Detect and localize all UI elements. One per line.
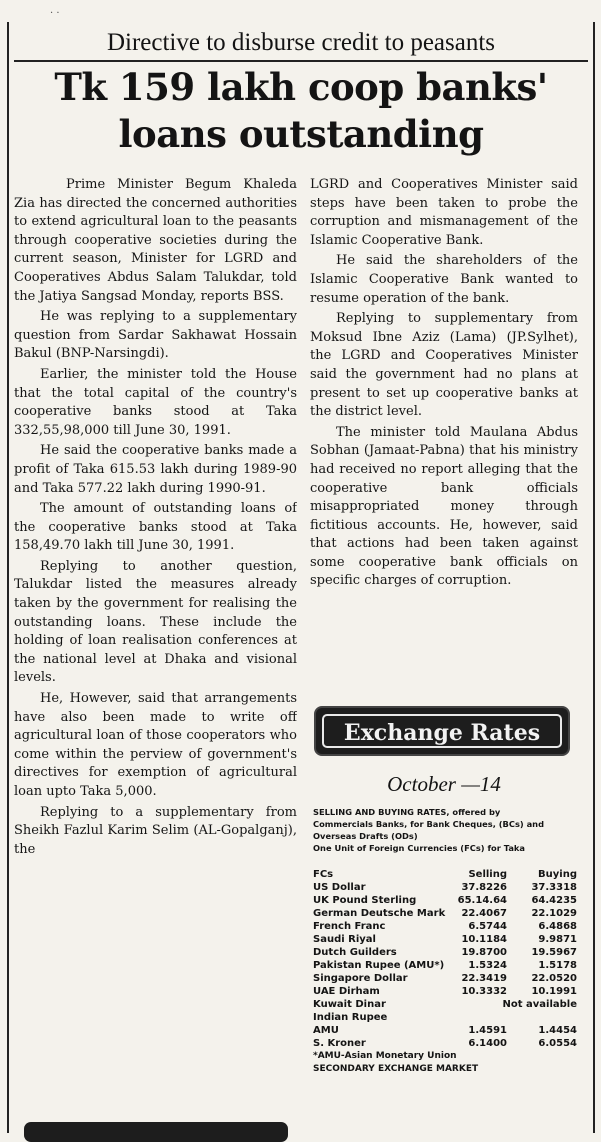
currency-name: UK Pound Sterling [313, 895, 417, 906]
buying-rate: 6.4868 [538, 921, 577, 932]
selling-rate: 19.8700 [461, 947, 507, 958]
buying-rate: 1.5178 [538, 960, 577, 971]
exchange-rates-table [313, 868, 585, 1076]
currency-name: German Deutsche Mark [313, 908, 446, 919]
buying-rate: 37.3318 [531, 882, 577, 893]
footnote-secondary-market: SECONDARY EXCHANGE MARKET [313, 1064, 479, 1074]
rate-status: Not available [502, 999, 577, 1010]
note-line: Commercials Banks, for Bank Cheques, (BCs) and [313, 819, 545, 829]
currency-name: Saudi Riyal [313, 934, 376, 945]
column-rule-right [593, 22, 595, 1133]
selling-rate [435, 1011, 507, 1024]
exchange-rates-date: October —14 [387, 772, 501, 796]
currency-name: S. Kroner [313, 1038, 366, 1049]
table-row [313, 998, 585, 1011]
table-row [313, 959, 585, 972]
paragraph: He was replying to a supplementary question from Sardar Sakhawat Hossain Bakul (BNP-Narsingdi). [14, 309, 297, 362]
note-line: Overseas Drafts (ODs) [313, 831, 418, 841]
table-header [313, 868, 585, 881]
note-line: One Unit of Foreign Currencies (FCs) for Taka [313, 843, 526, 853]
table-row [313, 1011, 585, 1024]
buying-rate: 19.5967 [531, 947, 577, 958]
article-kicker: Directive to disburse credit to peasants [14, 26, 588, 62]
currency-name: Pakistan Rupee (AMU*) [313, 960, 445, 971]
selling-rate: 6.1400 [468, 1038, 507, 1049]
selling-rate: 10.1184 [461, 934, 507, 945]
paragraph: He said the shareholders of the Islamic Cooperative Bank wanted to resume operation of the bank. [310, 253, 578, 306]
headline-line-1: Tk 159 lakh coop banks' [54, 65, 548, 109]
article-column-right [310, 176, 578, 694]
paragraph: Prime Minister Begum Khaleda Zia has directed the concerned authorities to extend agricultural loan to the peasants through cooperative societies during the current season, Minister for LGRD and Cooperatives Abdus Salam Talukdar, told the Jatiya Sangsad Monday, reports BSS. [14, 177, 297, 304]
currency-name: AMU [313, 1025, 339, 1036]
currency-name: US Dollar [313, 882, 366, 893]
currency-name: Kuwait Dinar [313, 999, 386, 1010]
buying-rate [507, 1011, 577, 1024]
paragraph: The minister told Maulana Abdus Sobhan (Jamaat-Pabna) that his ministry had received no report alleging that the cooperative bank officials misappropriated money through fictitious accounts. He, however, said that actions had been taken against some cooperative bank officials on specific charges of corruption. [310, 424, 578, 589]
header-fcs: FCs [313, 869, 334, 880]
selling-rate: 22.3419 [461, 973, 507, 984]
paragraph: Earlier, the minister told the House that the total capital of the country's cooperative banks stood at Taka 332,55,98,000 till June 30, 1991. [14, 366, 297, 438]
note-line: SELLING AND BUYING RATES, offered by [313, 807, 501, 817]
scan-mark: · · [50, 8, 60, 19]
currency-name: Indian Rupee [313, 1012, 388, 1023]
buying-rate: 22.0520 [531, 973, 577, 984]
selling-rate: 1.5324 [468, 960, 507, 971]
header-buying: Buying [538, 869, 577, 880]
paragraph: He said the cooperative banks made a profit of Taka 615.53 lakh during 1989-90 and Taka 577.22 lakh during 1990-91. [14, 443, 297, 496]
article-headline [14, 64, 588, 158]
buying-rate: 9.9871 [538, 934, 577, 945]
table-row [313, 985, 585, 998]
exchange-rates-title: Exchange Rates [322, 714, 562, 748]
table-row [313, 933, 585, 946]
paragraph: The amount of outstanding loans of the cooperative banks stood at Taka 158,49.70 lakh till June 30, 1991. [14, 501, 297, 554]
buying-rate: 6.0554 [538, 1038, 577, 1049]
paragraph: Replying to another question, Talukdar listed the measures already taken by the government for realising the outstanding loans. These include the holding of loan realisation conferences at the national level at Dhaka and visional levels. [14, 558, 297, 686]
column-rule-left [7, 22, 9, 1133]
selling-rate: 37.8226 [461, 882, 507, 893]
selling-rate: 10.3332 [461, 986, 507, 997]
headline-line-2: loans outstanding [118, 112, 484, 156]
currency-name: UAE Dirham [313, 986, 380, 997]
buying-rate: 1.4454 [538, 1025, 577, 1036]
currency-name: Singapore Dollar [313, 973, 408, 984]
paragraph: Replying to a supplementary from Sheikh Fazlul Karim Selim (AL-Gopalganj), the [14, 804, 297, 857]
table-row [313, 946, 585, 959]
table-row [313, 881, 585, 894]
selling-rate: 1.4591 [468, 1025, 507, 1036]
next-article-banner [24, 1122, 288, 1142]
paragraph: LGRD and Cooperatives Minister said steps have been taken to probe the corruption and mismanagement of the Islamic Cooperative Bank. [310, 177, 578, 248]
paragraph: He, However, said that arrangements have also been made to write off agricultural loan of those cooperators who come within the perview of government's directives for exemption of agricultural loan upto Taka 5,000. [14, 691, 297, 799]
table-rows [313, 881, 585, 1050]
table-row [313, 907, 585, 920]
header-selling: Selling [468, 869, 507, 880]
buying-rate: 64.4235 [531, 895, 577, 906]
currency-name: French Franc [313, 921, 386, 932]
selling-rate: 22.4067 [461, 908, 507, 919]
selling-rate: 6.5744 [468, 921, 507, 932]
buying-rate: 10.1991 [531, 986, 577, 997]
footnote: *AMU-Asian Monetary Union [313, 1051, 457, 1061]
currency-name: Dutch Guilders [313, 947, 397, 958]
exchange-rates-banner [314, 706, 570, 756]
paragraph: Replying to supplementary from Moksud Ibne Aziz (Lama) (JP.Sylhet), the LGRD and Cooperatives Minister said the government had no plans at present to set up cooperative banks at the district level. [310, 311, 578, 420]
exchange-rates-note [313, 806, 583, 854]
article-column-left [14, 176, 297, 1126]
table-row [313, 1024, 585, 1037]
table-row [313, 894, 585, 907]
table-row [313, 972, 585, 985]
selling-rate: 65.14.64 [457, 895, 507, 906]
table-row [313, 920, 585, 933]
table-row [313, 1037, 585, 1050]
buying-rate: 22.1029 [531, 908, 577, 919]
